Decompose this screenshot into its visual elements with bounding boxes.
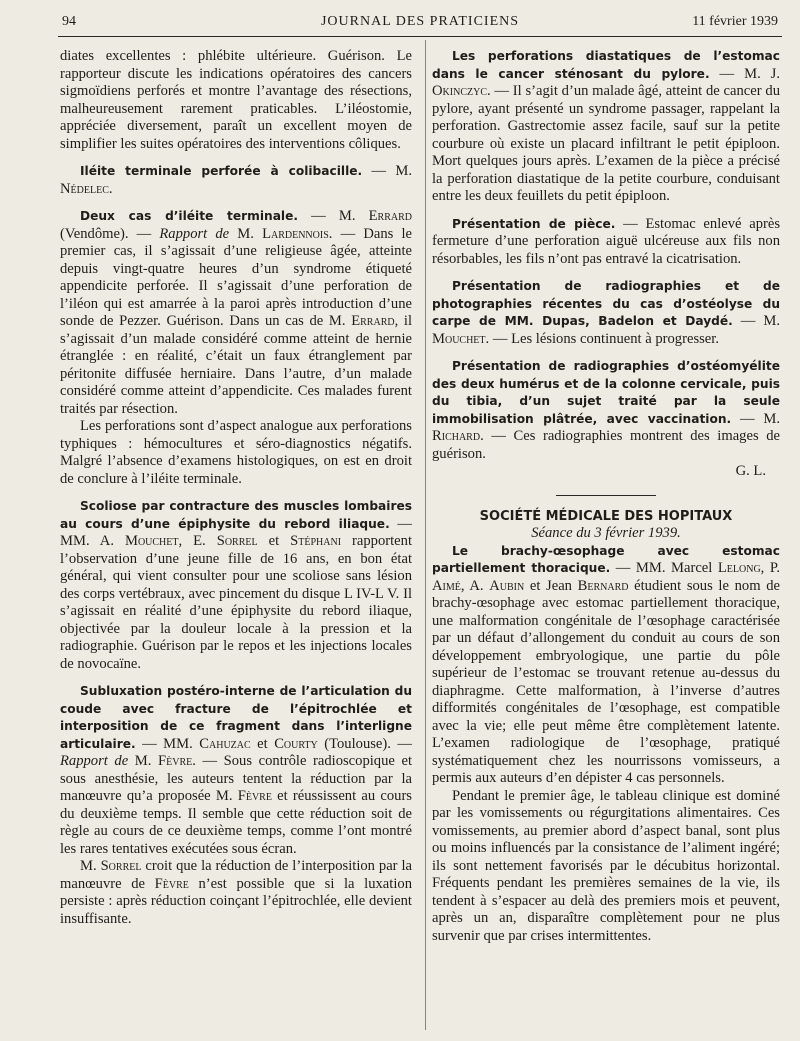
section-title: Le brachy-œsophage avec estomac partiellement thoracique. bbox=[432, 543, 780, 575]
author-name: Fèvre bbox=[154, 875, 189, 892]
author-name: Cahuzac bbox=[199, 735, 251, 752]
society-heading: SOCIÉTÉ MÉDICALE DES HOPITAUX bbox=[479, 508, 733, 524]
paragraph: diates excellentes : phlébite ultérieure. Guérison. Le rapporteur discute les indications opératoires des cancers sigmoïdiens perforés et montre l’avantage des résections, malheureusement rarement praticables. L’iléostomie, appréciée diversement, paraît un excellent moyen de simplifier les suites opératoires des interventions côliques. bbox=[60, 48, 412, 152]
author-name: Nédelec bbox=[60, 180, 109, 197]
section-osteomyelite: Présentation de radiographies d’ostéomyélite des deux humérus et de la colonne cervicale, puis du tibia, d’un sujet traité par la seule immobilisation plâtrée, avec vaccination. — M. Richard. — Ces radiographies montrent des images de guérison. bbox=[432, 359, 780, 462]
section-title: Présentation de pièce. bbox=[452, 216, 616, 231]
section-title: Les perforations diastatiques de l’estomac dans le cancer sténosant du pylore. bbox=[432, 49, 780, 81]
author-name: Fèvre bbox=[158, 753, 193, 769]
section-brachy-oesophage: Le brachy-œsophage avec estomac partiellement thoracique. — MM. Marcel Lelong, P. Aimé, A. Aubin et Jean Bernard étudient sous le nom de brachy-œsophage avec estomac partiellement thoracique, une malformation congénitale de l’œsophage caractérisée par un défaut d’allongement du conduit au cours de son développement embryologique, une partie du pôle supérieur de l’estomac se trouvant retenue au-dessus du diaphragme. Cette malformation, à l’inverse d’autres difformités congénitales de l’œsophage, est compatible avec la vie; elle peut même être complètement latente. L’examen radiologique de l’œsophage, pratiqué systématiquement chez les nourrissons vomisseurs, a permis aux auteurs d’en dépister 4 cas personnels. bbox=[432, 543, 780, 786]
right-column bbox=[432, 48, 780, 945]
paragraph: Les perforations sont d’aspect analogue aux perforations typhiques : hémocultures et séro-diagnostics négatifs. Malgré l’absence d’examens histologiques, on est en droit de conclure à l’iléite terminale. bbox=[60, 418, 412, 487]
author-name: Fèvre bbox=[237, 788, 272, 804]
left-column bbox=[60, 48, 412, 928]
paragraph: M. Sorrel croit que la réduction de l’interposition par la manœuvre de Fèvre n’est possible que si la luxation persiste : après réduction coinçant l’épitrochlée, elle devient insuffisante. bbox=[60, 858, 412, 927]
section-subluxation: Subluxation postéro-interne de l’articulation du coude avec fracture de l’épitrochlée et interposition de ce fragment dans l’interligne articulaire. — MM. Cahuzac et Courty (Toulouse). — Rapport de M. Fèvre. — Sous contrôle radioscopique et sous anesthésie, les auteurs tentent la réduction par la manœuvre qu’a proposée M. Fèvre et réussissent au cours du deuxième temps. Il semble que cette réduction soit de règle au cours de ce deuxième temps, comme l’ont montré les rares tentatives exécutées sous écran. bbox=[60, 684, 412, 857]
author-name: Bernard bbox=[577, 577, 629, 594]
section-perforations-diastatiques: Les perforations diastatiques de l’estomac dans le cancer sténosant du pylore. — M. J. Okinczyc. — Il s’agit d’un malade âgé, atteint de cancer du pylore, ayant présenté un syndrome passager, rappelant la perforation. Gastrectomie assez facile, sauf sur la petite courbure où existe un placard infiltrant le petit épiploon. Mort quelques jours après. L’examen de la pièce a précisé la perforation diastatique de la petite courbure, conduisant entre les deux feuillets du petit épiploon. bbox=[432, 49, 780, 204]
author-name: Sorrel bbox=[216, 533, 258, 549]
author-name: Aimé bbox=[432, 577, 461, 594]
running-header bbox=[62, 14, 778, 36]
section-presentation-piece: Présentation de pièce. — Estomac enlevé après fermeture d’une perforation aiguë ulcéreuse aux fils non résorbables, les fils n’ont pas entravé la cicatrisation. bbox=[432, 215, 781, 267]
author-name: Stéphani bbox=[290, 533, 342, 549]
author-name: Lardennois bbox=[262, 225, 329, 242]
section-scoliose: Scoliose par contracture des muscles lombaires au cours d’une épiphysite du rebord iliaque. — MM. A. Mouchet, E. Sorrel et Stéphani rapportent l’observation d’une jeune fille de 16 ans, en bon état général, qui vient consulter pour une scoliose sans lésion des corps vertébraux, avec pincement du disque L IV-L V. Il s’agissait en réalité d’une épiphysite du rebord iliaque, objectivée par la douleur locale à la pression et la radiographie. Guérison par le repos et les injections locales de novocaïne. bbox=[60, 499, 413, 672]
author-name: Mouchet bbox=[432, 330, 486, 347]
section-title: Iléite terminale perforée à colibacille. bbox=[80, 164, 363, 178]
section-title: Deux cas d’iléite terminale. bbox=[80, 209, 298, 223]
section-title: Présentation de radiographies d’ostéomyélite des deux humérus et de la colonne cervicale, puis du tibia, d’un sujet traité par la seule immobilisation plâtrée, avec vaccination. bbox=[432, 359, 780, 426]
paragraph: Pendant le premier âge, le tableau clinique est dominé par les vomissements ou régurgitations alimentaires. Ces vomissements, au premier abord d’aspect banal, sont plus ou moins influencés par la consistance de l’aliment ingéré; ils sont nettement favorisés par le décubitus horizontal. Fréquents pendant les premières semaines de la vie, ils tendent à s’espacer au delà des premiers mois et peuvent, après un an, disparaître complètement pour ne plus survenir que par crises intermittentes. bbox=[432, 787, 780, 944]
author-name: Courty bbox=[274, 735, 318, 752]
section-title: Scoliose par contracture des muscles lombaires au cours d’une épiphysite du rebord iliaque. bbox=[60, 499, 412, 531]
author-name: Errard bbox=[368, 208, 412, 224]
seance-date: Séance du 3 février 1939. bbox=[531, 525, 681, 541]
header-rule bbox=[58, 36, 782, 37]
author-name: Aubin bbox=[489, 577, 525, 594]
author-name: Richard bbox=[432, 428, 481, 444]
author-name: Sorrel bbox=[100, 858, 142, 874]
issue-date: 11 février 1939 bbox=[692, 14, 778, 29]
section-separator bbox=[556, 495, 656, 496]
journal-title: JOURNAL DES PRATICIENS bbox=[320, 14, 520, 29]
author-name: Okinczyc bbox=[432, 83, 487, 99]
section-osteolyse-carpe: Présentation de radiographies et de photographies récentes du cas d’ostéolyse du carpe de MM. Dupas, Badelon et Daydé. — M. Mouchet. — Les lésions continuent à progresser. bbox=[432, 279, 781, 347]
author-name: Errard bbox=[351, 313, 395, 329]
author-name: Mouchet bbox=[124, 533, 179, 549]
author-name: Lelong bbox=[717, 560, 761, 576]
page-number: 94 bbox=[62, 14, 76, 29]
section-ileite-perforee: Iléite terminale perforée à colibacille. — M. Nédelec. bbox=[60, 163, 412, 197]
section-title: Présentation de radiographies et de photographies récentes du cas d’ostéolyse du carpe de MM. Dupas, Badelon et Daydé. bbox=[432, 279, 780, 328]
section-title: Subluxation postéro-interne de l’articulation du coude avec fracture de l’épitrochlée et interposition de ce fragment dans l’interligne articulaire. bbox=[60, 684, 412, 751]
section-deux-cas-ileite: Deux cas d’iléite terminale. — M. Errard (Vendôme). — Rapport de M. Lardennois. — Dans le premier cas, il s’agissait d’une religieuse âgée, atteinte depuis vingt-quatre heures d’un syndrome étiqueté appendicite perforée. Il s’agissait d’une perforation de l’iléon qui est amarrée à la paroi après introduction d’une sonde de Pezzer. Guérison. Dans un cas de M. Errard, il s’agissait d’un malade considéré comme atteint de hernie étranglée : en réalité, c’était un faux étranglement par péritonite diffusée herniaire. Dans l’autre, d’un malade considéré comme atteint d’appendicite. Ces malades furent traités par résection. bbox=[60, 208, 413, 417]
signature: G. L. bbox=[735, 463, 766, 479]
column-divider bbox=[425, 40, 426, 1030]
